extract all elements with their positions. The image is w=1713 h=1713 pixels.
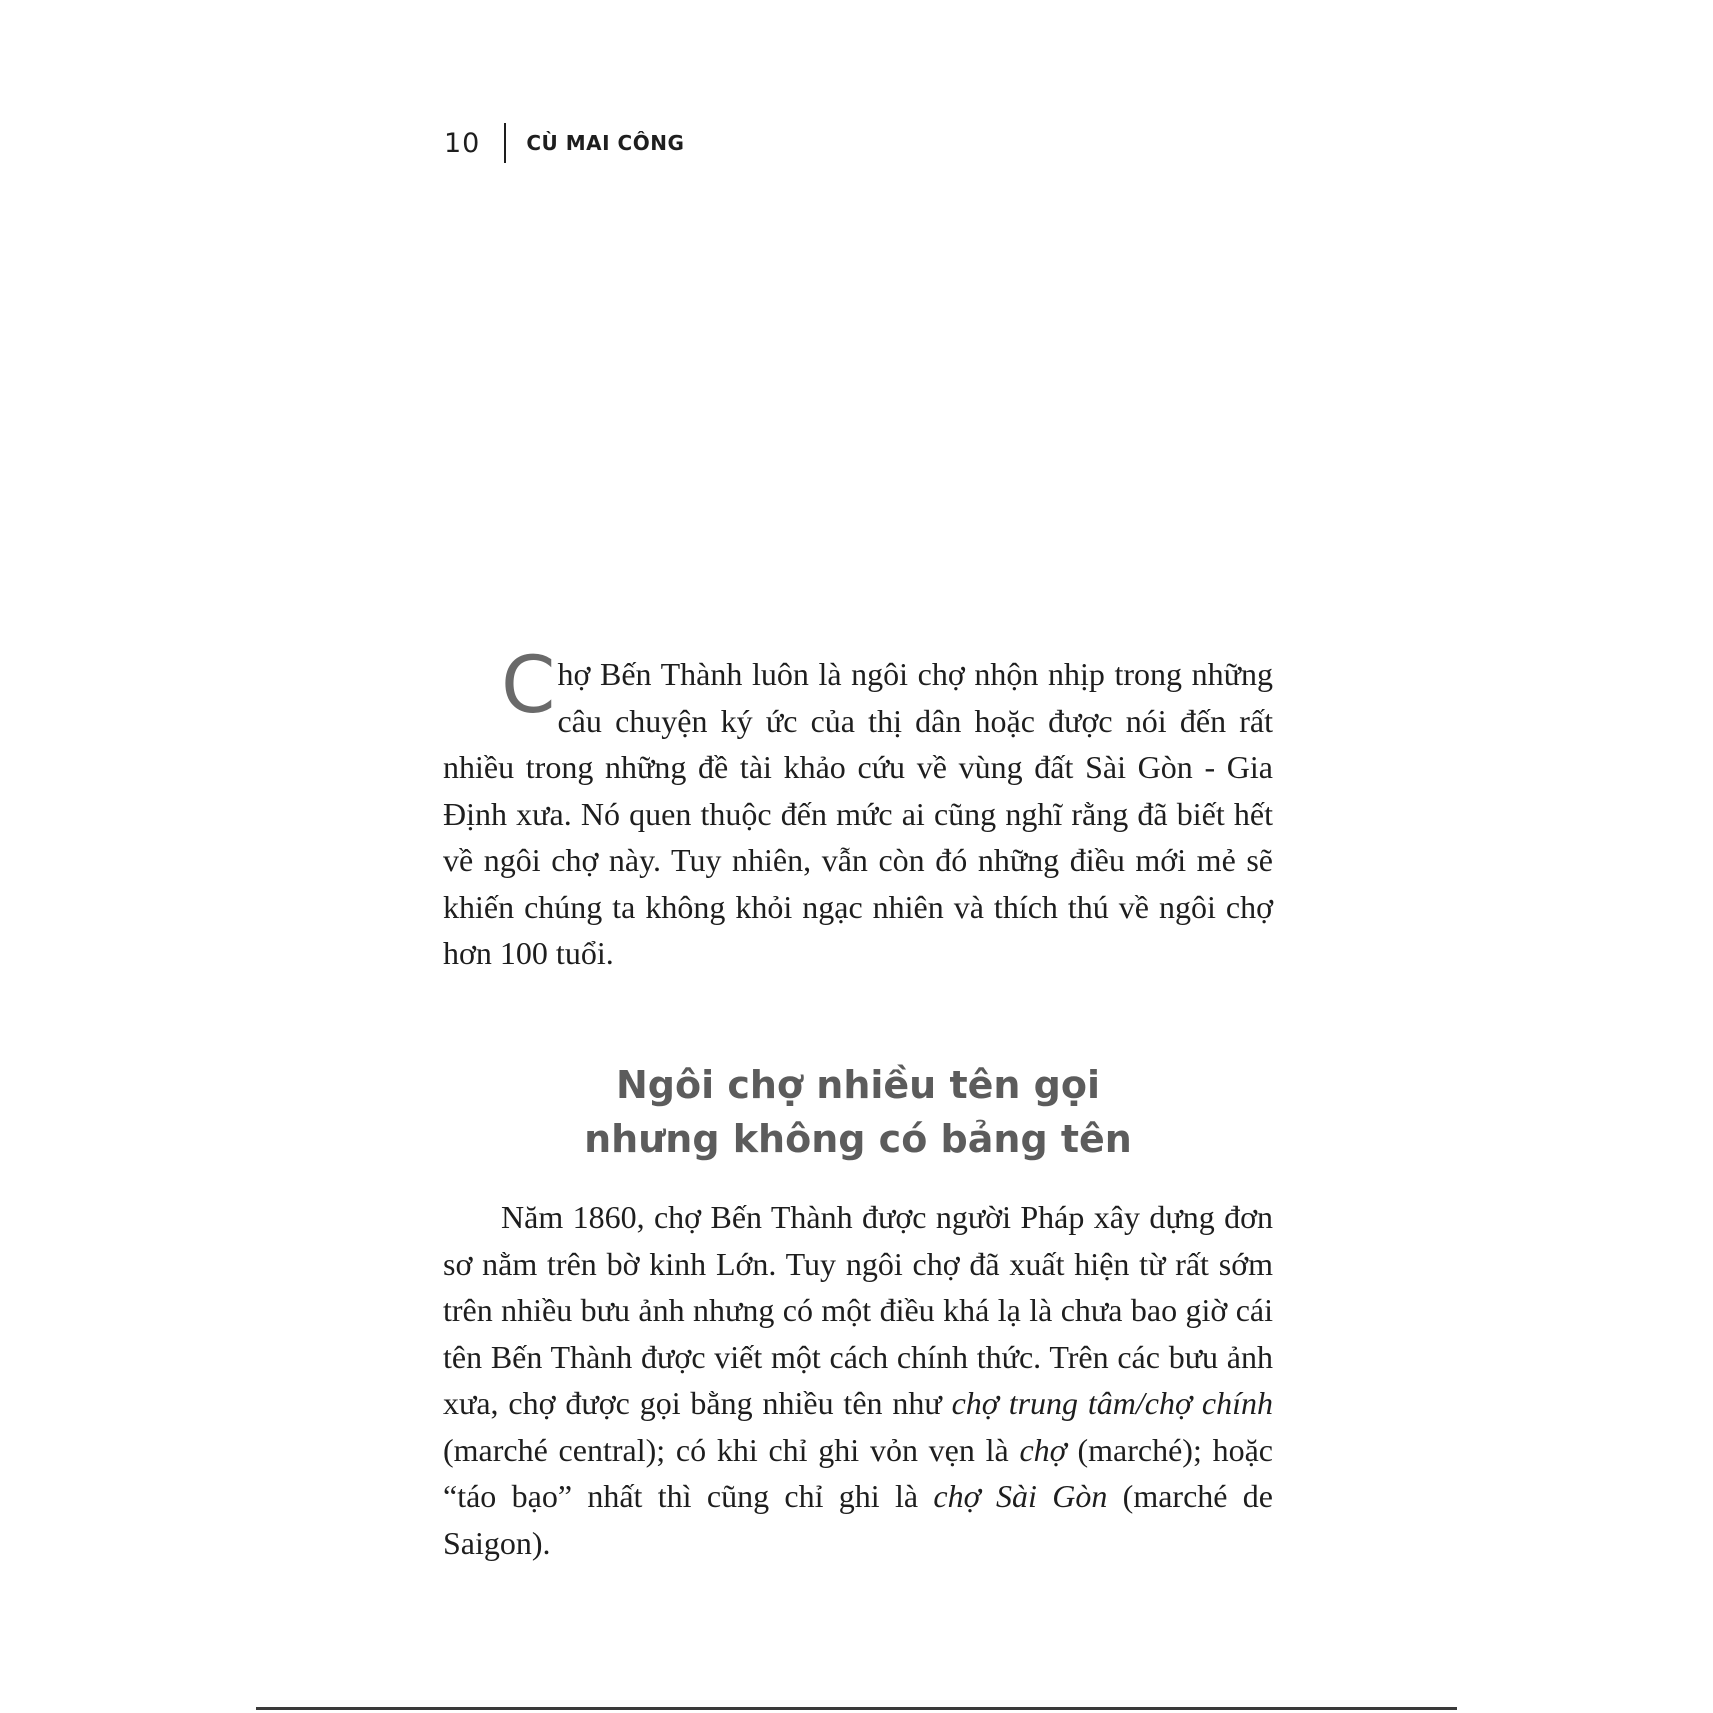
running-head xyxy=(444,122,684,164)
page-number: 10 xyxy=(444,127,481,159)
body-italic-3: chợ Sài Gòn xyxy=(933,1478,1108,1514)
body-text-1: Năm 1860, chợ Bến Thành được người Pháp xây dựng đơn sơ nằm trên bờ kinh Lớn. Tuy ngôi chợ đã xuất hiện từ rất sớm trên nhiều bưu ảnh nhưng có một điều khá lạ là chưa bao giờ cái tên Bến Thành được viết một cách chính thức. Trên các bưu ảnh xưa, chợ được gọi bằng nhiều tên như xyxy=(443,1199,1273,1421)
body-text-4: (marché de Saigon). xyxy=(443,1478,1273,1561)
body-text-2: (marché central); có khi chỉ ghi vỏn vẹn là xyxy=(443,1431,1020,1468)
header-divider xyxy=(504,123,506,163)
section-heading xyxy=(443,1058,1273,1166)
author-name: CÙ MAI CÔNG xyxy=(526,131,685,155)
body-italic-1: chợ trung tâm/chợ chính xyxy=(951,1385,1274,1421)
bottom-rule xyxy=(256,1707,1457,1710)
drop-cap: C xyxy=(501,641,556,731)
section-heading-line-1: Ngôi chợ nhiều tên gọi xyxy=(615,1063,1101,1107)
section-heading-line-2: nhưng không có bảng tên xyxy=(584,1117,1132,1161)
intro-paragraph xyxy=(443,641,1273,977)
body-italic-2: chợ xyxy=(1019,1431,1067,1468)
body-paragraph xyxy=(443,1194,1273,1566)
intro-text: hợ Bến Thành luôn là ngôi chợ nhộn nhịp trong những câu chuyện ký ức của thị dân hoặc được nói đến rất nhiều trong những đề tài khảo cứu về vùng đất Sài Gòn - Gia Định xưa. Nó quen thuộc đến mức ai cũng nghĩ rằng đã biết hết về ngôi chợ này. Tuy nhiên, vẫn còn đó những điều mới mẻ sẽ khiến chúng ta không khỏi ngạc nhiên và thích thú về ngôi chợ hơn 100 tuổi. xyxy=(443,656,1273,971)
body-text-3: (marché); hoặc “táo bạo” nhất thì cũng chỉ ghi là xyxy=(443,1431,1274,1514)
